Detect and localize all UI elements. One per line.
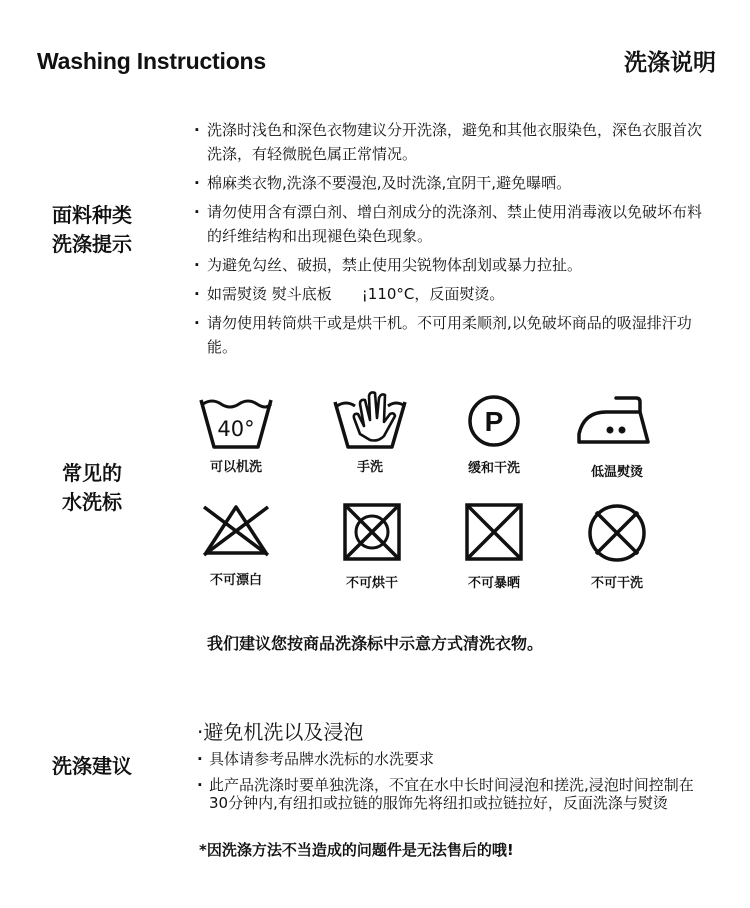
hand-wash-icon <box>332 388 408 450</box>
dry-clean-p-icon <box>466 393 522 449</box>
symbol-no-dry-clean <box>567 502 667 591</box>
symbol-label: 低温熨烫 <box>590 465 643 480</box>
list-item: · 如需熨烫 熨斗底板 ¡110°C，反面熨烫。 <box>192 282 712 306</box>
list-item: · 此产品洗涤时要单独洗涤，不宜在水中长时间浸泡和搓洗,浸泡时间控制在30分钟内,有纽扣或拉链的服饰先将纽扣或拉链拉好，反面洗涤与熨烫 <box>197 776 707 812</box>
svg-text:P: P <box>484 406 504 437</box>
no-sun-dry-icon <box>464 502 524 562</box>
symbol-label: 不可漂白 <box>209 573 262 588</box>
list-item: · 请勿使用转筒烘干或是烘干机。不可用柔顺剂,以免破坏商品的吸湿排汗功能。 <box>192 311 712 359</box>
fabric-label-line2: 洗涤提示 <box>52 232 132 256</box>
symbols-section-label <box>32 459 152 517</box>
page-title-chinese: 洗涤说明 <box>624 50 716 76</box>
machine-wash-icon <box>198 392 274 450</box>
symbol-label: 缓和干洗 <box>467 461 520 476</box>
symbol-low-iron <box>567 394 667 480</box>
symbol-machine-wash <box>186 392 286 475</box>
list-item: · 请勿使用含有漂白剂、增白剂成分的洗涤剂、禁止使用消毒液以免破坏布料的纤维结构和出现褪色染色现象。 <box>192 200 712 248</box>
symbol-gentle-dry-clean <box>444 393 544 476</box>
symbol-hand-wash <box>320 388 420 475</box>
fabric-tips-list <box>192 118 712 364</box>
symbol-label: 不可干洗 <box>590 576 643 591</box>
symbol-label: 不可暴晒 <box>467 576 520 591</box>
page-title-english: Washing Instructions <box>37 48 266 74</box>
wash-label-advice: 我们建议您按商品洗涤标中示意方式清洗衣物。 <box>206 634 543 653</box>
no-dry-clean-icon <box>586 502 648 564</box>
list-item: · 棉麻类衣物,洗涤不要漫泡,及时洗涤,宜阴干,避免曝晒。 <box>192 171 712 195</box>
list-item: · 具体请参考品牌水洗标的水洗要求 <box>197 750 707 768</box>
wash-temp-text: 40° <box>217 417 255 441</box>
symbol-label: 可以机洗 <box>209 460 262 475</box>
symbols-label-line2: 水洗标 <box>62 490 122 514</box>
symbols-label-line1: 常见的 <box>62 461 122 485</box>
symbol-label: 不可烘干 <box>345 576 398 591</box>
symbol-no-bleach <box>186 503 286 588</box>
symbol-no-sun-dry <box>444 502 544 591</box>
symbol-label: 手洗 <box>356 460 383 475</box>
list-item: · 为避免勾丝、破损，禁止使用尖锐物体刮划或暴力拉扯。 <box>192 253 712 277</box>
list-item: · 洗涤时浅色和深色衣物建议分开洗涤，避免和其他衣服染色，深色衣服首次洗涤，有轻微脱色属正常情况。 <box>192 118 712 166</box>
suggestion-section-label: 洗涤建议 <box>52 754 132 778</box>
low-iron-icon <box>576 394 658 446</box>
suggestion-list <box>197 750 707 820</box>
no-tumble-dry-icon <box>342 502 402 562</box>
suggestion-headline: ·避免机洗以及浸泡 <box>197 720 364 744</box>
symbol-no-tumble-dry <box>322 502 422 591</box>
fabric-section-label <box>32 201 152 259</box>
after-sales-warning: *因洗涤方法不当造成的问题件是无法售后的哦! <box>199 841 514 859</box>
fabric-label-line1: 面料种类 <box>52 203 132 227</box>
no-bleach-icon <box>200 503 272 557</box>
